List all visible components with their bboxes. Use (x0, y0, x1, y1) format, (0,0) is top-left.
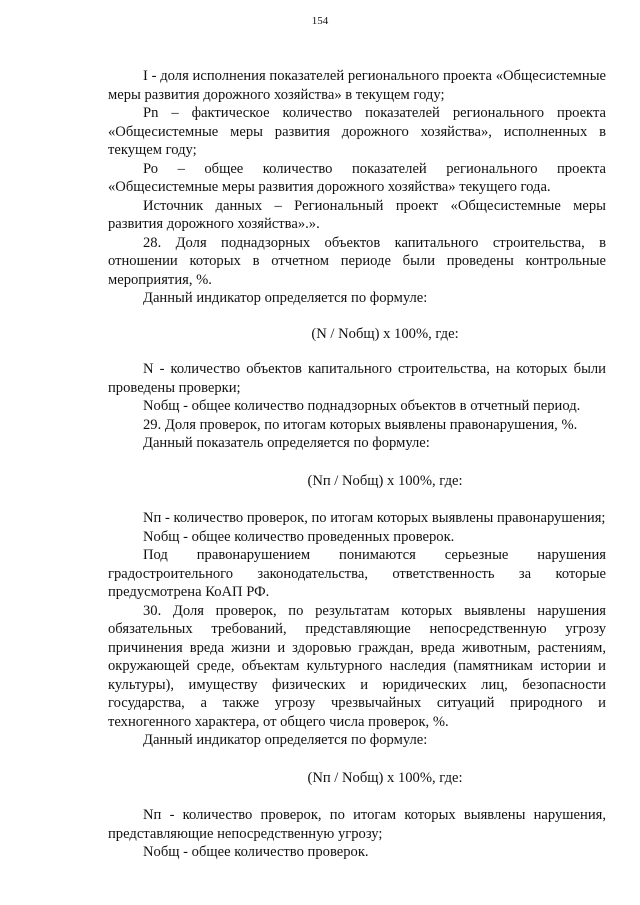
paragraph-formula-intro: Данный индикатор определяется по формуле: (143, 290, 428, 306)
paragraph-def-np: Nп - количество проверок, по итогам которых выявлены правонарушения; (143, 510, 606, 526)
paragraph-def-n: N - количество объектов капитального строительства, на которых были проведены проверки; (108, 361, 606, 396)
paragraph-def-nobsch: Nобщ - общее количество поднадзорных объектов в отчетный период. (143, 398, 581, 414)
paragraph-item-28: 28. Доля поднадзорных объектов капитального строительства, в отношении которых в отчетном периоде были проведены контрольные мероприятия, %. (108, 234, 606, 288)
paragraph-def-nobsch: Nобщ - общее количество проверок. (143, 844, 369, 860)
formula: (Nп / Nобщ) х 100%, где: (307, 769, 463, 786)
paragraph-def-np: Nп - количество проверок, по итогам которых выявлены нарушения, представляющие непосредственную угрозу; (108, 807, 606, 842)
formula: (Nп / Nобщ) х 100%, где: (307, 472, 463, 489)
page-number: 154 (311, 15, 329, 27)
paragraph-source: Источник данных – Региональный проект «Общесистемные меры развития дорожного хозяйства».». (108, 197, 606, 232)
document-body (108, 67, 606, 862)
paragraph-def-i: I - доля исполнения показателей регионального проекта «Общесистемные меры развития дорожного хозяйства» в текущем году; (108, 68, 606, 103)
paragraph-violation-definition: Под правонарушением понимаются серьезные нарушения градостроительного законодательства, ответственность за которые предусмотрена КоАП РФ. (108, 547, 606, 600)
formula: (N / Nобщ) х 100%, где: (311, 325, 459, 342)
paragraph-def-pn: Pn – фактическое количество показателей регионального проекта «Общесистемные меры развития дорожного хозяйства», исполненных в текущем году; (108, 105, 606, 158)
paragraph-formula-intro: Данный показатель определяется по формуле: (143, 435, 430, 451)
paragraph-item-30: 30. Доля проверок, по результатам которых выявлены нарушения обязательных требований, представляющие непосредственную угрозу причинения вреда жизни и здоровью граждан, вреда животным, растениям, окружающей среде, объектам культурного наследия (памятникам истории и культуры), имуществу физических и юридических лиц, безопасности государства, а также угрозу чрезвычайных ситуаций природного и техногенного характера, от общего числа проверок, %. (108, 602, 606, 730)
paragraph-def-nobsch: Nобщ - общее количество проведенных проверок. (143, 528, 455, 545)
paragraph-item-29: 29. Доля проверок, по итогам которых выявлены правонарушения, %. (143, 416, 578, 433)
paragraph-formula-intro: Данный индикатор определяется по формуле: (143, 732, 428, 748)
paragraph-def-po: Ро – общее количество показателей регионального проекта «Общесистемные меры развития дорожного хозяйства» текущего года. (108, 160, 606, 195)
